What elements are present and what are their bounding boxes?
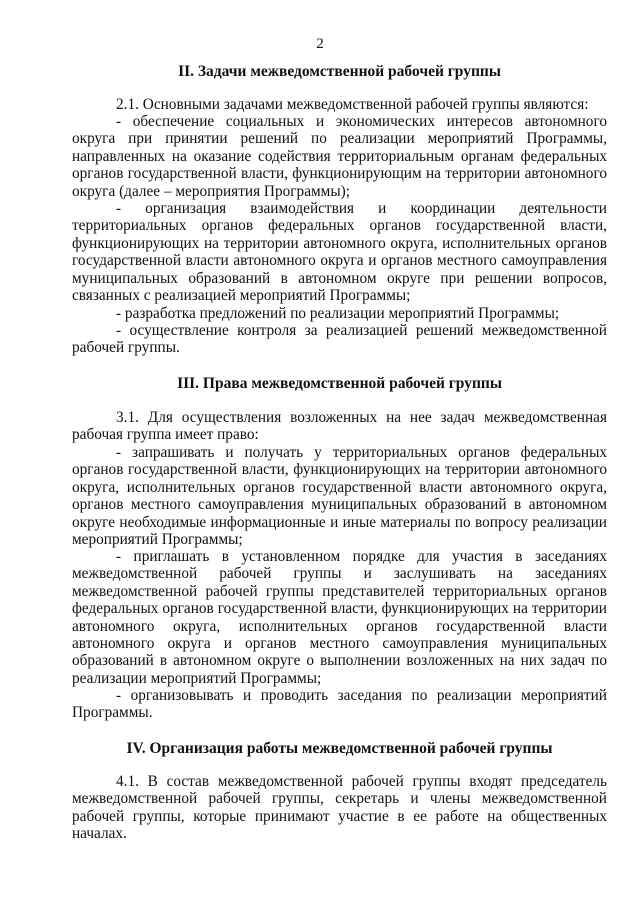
section-3-paragraph: - приглашать в установленном порядке для участия в заседаниях межведомственной рабочей группы и заслушивать на заседаниях межведомственной рабочей группы представителей территориальных органов федеральных органов государственной власти, функционирующих на территории автономного округа, исполнительных органов государственной власти автономного округа и органов местного самоуправления муниципальных образований в автономном округе о выполнении возложенных на них задач по реализации мероприятий Программы; bbox=[72, 548, 607, 687]
section-2-paragraph: - осуществление контроля за реализацией решений межведомственной рабочей группы. bbox=[72, 322, 607, 357]
section-2-paragraph: - разработка предложений по реализации мероприятий Программы; bbox=[116, 305, 560, 322]
section-2-paragraph: - организация взаимодействия и координации деятельности территориальных органов федеральных органов государственной власти, функционирующих на территории автономного округа, исполнительных органов государственной власти автономного округа и органов местного самоуправления муниципальных образований в автономном округе при решении вопросов, связанных с реализацией мероприятий Программы; bbox=[72, 200, 607, 305]
section-2-paragraph: - обеспечение социальных и экономических интересов автономного округа при принятии решений по реализации мероприятий Программы, направленных на оказание содействия территориальным органам федеральных органов государственной власти, функционирующим на территории автономного округа (далее – мероприятия Программы); bbox=[72, 113, 607, 200]
section-4-heading: IV. Организация работы межведомственной рабочей группы bbox=[126, 740, 553, 757]
section-2-heading: II. Задачи межведомственной рабочей группы bbox=[178, 63, 501, 80]
section-3-paragraph: - организовывать и проводить заседания по реализации мероприятий Программы. bbox=[72, 687, 607, 722]
page-number: 2 bbox=[316, 36, 324, 52]
section-3-paragraph: - запрашивать и получать у территориальных органов федеральных органов государственной власти, функционирующих на территории автономного округа, исполнительных органов государственной власти автономного округа, органов местного самоуправления муниципальных образований в автономном округе необходимые информационные и иные материалы по вопросу реализации мероприятий Программы; bbox=[72, 444, 607, 549]
section-2-paragraph: 2.1. Основными задачами межведомственной рабочей группы являются: bbox=[116, 96, 589, 113]
section-4-paragraph: 4.1. В состав межведомственной рабочей группы входят председатель межведомственной рабочей группы, секретарь и члены межведомственной рабочей группы, которые принимают участие в ее работе на общественных началах. bbox=[72, 773, 607, 843]
section-3-heading: III. Права межведомственной рабочей группы bbox=[177, 375, 502, 392]
section-3-paragraph: 3.1. Для осуществления возложенных на нее задач межведомственная рабочая группа имеет право: bbox=[72, 409, 607, 444]
